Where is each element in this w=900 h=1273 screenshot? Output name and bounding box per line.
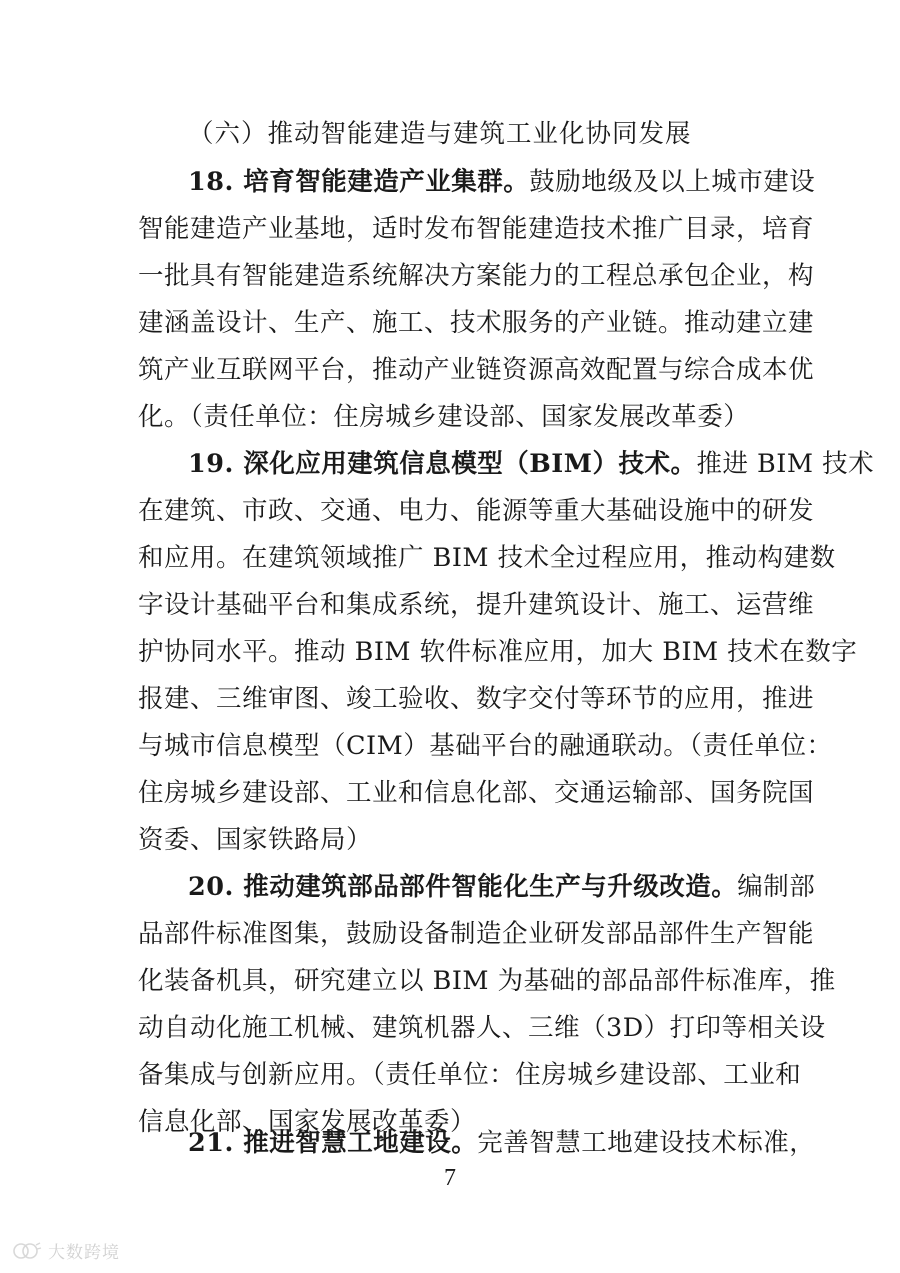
paragraph-line: 字设计基础平台和集成系统，提升建筑设计、施工、运营维 <box>138 590 815 620</box>
section-heading: （六）推动智能建造与建筑工业化协同发展 <box>188 119 692 149</box>
item-title: 18. 培育智能建造产业集群。 <box>188 167 530 197</box>
paragraph-line: 品部件标准图集，鼓励设备制造企业研发部品部件生产智能 <box>138 919 815 949</box>
paragraph-line <box>188 446 875 482</box>
paragraph-line: 智能建造产业基地，适时发布智能建造技术推广目录，培育 <box>138 214 815 244</box>
paragraph-line: 报建、三维审图、竣工验收、数字交付等环节的应用，推进 <box>138 684 815 714</box>
item-text: 完善智慧工地建设技术标准， <box>477 1128 816 1158</box>
watermark-logo-icon <box>12 1241 42 1261</box>
paragraph-line: 和应用。在建筑领域推广 BIM 技术全过程应用，推动构建数 <box>138 543 836 573</box>
paragraph-line: 一批具有智能建造系统解决方案能力的工程总承包企业，构 <box>138 261 815 291</box>
item-text: 编制部 <box>737 872 816 902</box>
paragraph-line: 信息化部、国家发展改革委） <box>138 1107 477 1137</box>
page-number: 7 <box>444 1165 456 1191</box>
paragraph-line: 与城市信息模型（CIM）基础平台的融通联动。（责任单位： <box>138 731 833 761</box>
item-text: 推进 BIM 技术 <box>696 449 875 479</box>
paragraph-line: 护协同水平。推动 BIM 软件标准应用，加大 BIM 技术在数字 <box>138 637 858 667</box>
paragraph-line: 资委、国家铁路局） <box>138 825 373 855</box>
paragraph-line: 在建筑、市政、交通、电力、能源等重大基础设施中的研发 <box>138 496 815 526</box>
paragraph-line <box>188 164 816 200</box>
item-title: 19. 深化应用建筑信息模型（BIM）技术。 <box>188 449 697 479</box>
paragraph-line: 动自动化施工机械、建筑机器人、三维（3D）打印等相关设 <box>138 1013 826 1043</box>
item-title: 20. 推动建筑部品部件智能化生产与升级改造。 <box>188 872 738 902</box>
item-text: 鼓励地级及以上城市建设 <box>529 167 816 197</box>
paragraph-line: 化。（责任单位：住房城乡建设部、国家发展改革委） <box>138 402 750 432</box>
watermark-text: 大数跨境 <box>48 1243 120 1263</box>
paragraph-line: 建涵盖设计、生产、施工、技术服务的产业链。推动建立建 <box>138 308 815 338</box>
paragraph-line: 化装备机具，研究建立以 BIM 为基础的部品部件标准库，推 <box>138 966 836 996</box>
paragraph-line: 住房城乡建设部、工业和信息化部、交通运输部、国务院国 <box>138 778 815 808</box>
paragraph-line: 筑产业互联网平台，推动产业链资源高效配置与综合成本优 <box>138 355 815 385</box>
watermark <box>12 1238 120 1263</box>
paragraph-line: 备集成与创新应用。（责任单位：住房城乡建设部、工业和 <box>138 1060 802 1090</box>
item-title: 21. 推进智慧工地建设。 <box>188 1128 478 1158</box>
paragraph-line <box>188 1125 816 1161</box>
paragraph-line <box>188 869 816 905</box>
